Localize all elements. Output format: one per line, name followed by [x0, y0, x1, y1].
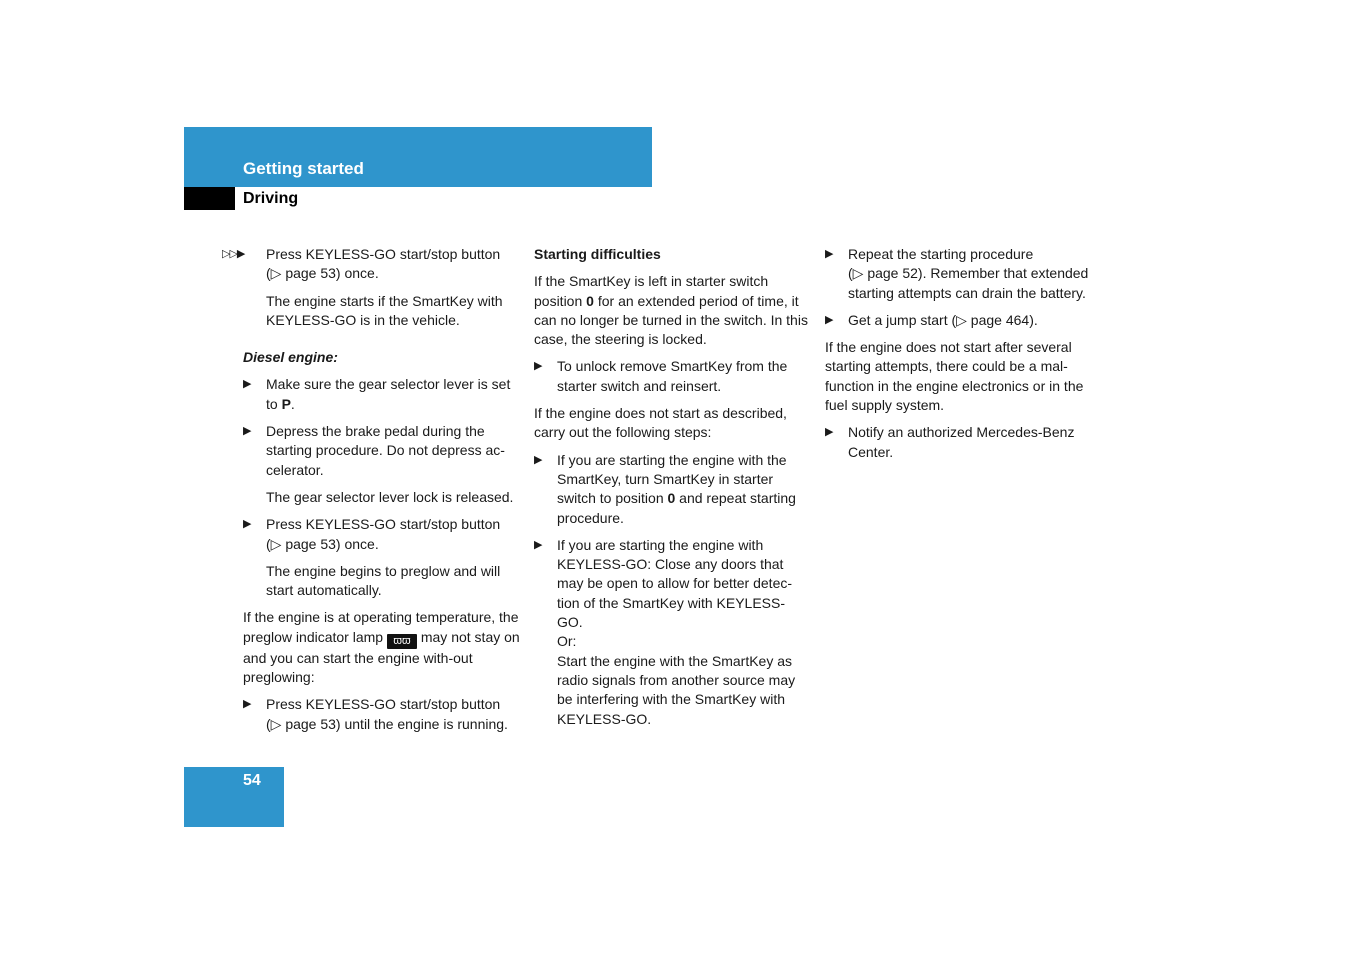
bullet-icon: ▶ — [243, 518, 252, 531]
page-number: 54 — [243, 772, 261, 789]
bullet-icon: ▶ — [825, 313, 834, 326]
step-text: Repeat the starting procedure — [848, 246, 1034, 262]
bullet-icon: ▶ — [534, 538, 543, 551]
column-3 — [825, 245, 1105, 462]
step-text: Depress the brake pedal during the starting procedure. Do not depress ac-celerator. — [266, 423, 505, 478]
list-item — [825, 311, 1105, 330]
step-text-alt: Start the engine with the SmartKey as radio signals from another source may be interfering with the SmartKey with KEYLESS-GO. — [557, 652, 796, 727]
result-text: The gear selector lever lock is released. — [266, 488, 514, 505]
list-item — [534, 357, 809, 396]
list-item — [825, 423, 1105, 462]
paragraph-text: If the engine is at operating temperature, the preglow indicator lamp — [243, 609, 519, 645]
step-or: Or: — [557, 633, 577, 650]
page-ref: (▷ page 52). Remember that extended starting attempts can drain the battery. — [848, 265, 1089, 301]
list-item — [222, 245, 523, 284]
diesel-heading: Diesel engine: — [243, 349, 338, 366]
bullet-icon: ▶ — [243, 378, 252, 391]
step-text-end: . — [290, 395, 295, 412]
list-item — [534, 536, 809, 729]
column-1 — [222, 245, 523, 734]
paragraph-text: If the SmartKey is left in starter switch position — [534, 273, 769, 309]
paragraph: If the engine does not start as described, carry out the following steps: — [534, 405, 787, 441]
step-text: Press KEYLESS-GO start/stop button — [266, 696, 501, 713]
position-zero: 0 — [586, 292, 594, 309]
bullet-icon: ▶ — [534, 360, 543, 373]
list-item — [243, 695, 523, 734]
paragraph — [534, 272, 809, 349]
position-zero: 0 — [667, 490, 676, 507]
bullet-icon: ▶ — [825, 426, 834, 439]
starting-difficulties-heading: Starting difficulties — [534, 246, 661, 262]
step-text: Notify an authorized Mercedes-Benz Center. — [848, 424, 1075, 460]
bullet-icon: ▶ — [243, 425, 252, 438]
paragraph-text-end: for an extended period of time, it can no longer be turned in the switch. In this case, the steering is locked. — [534, 292, 808, 348]
list-item — [825, 245, 1105, 303]
subsection-title: Driving — [243, 190, 299, 207]
page-number-box — [184, 767, 284, 827]
column-2 — [534, 245, 809, 729]
paragraph-text-end: may not stay on and you can start the engine with-out preglowing: — [243, 628, 520, 686]
step-text: Get a jump start (▷ page 464). — [848, 311, 1038, 328]
section-title: Getting started — [243, 159, 364, 178]
step-text: If you are starting the engine with the SmartKey, turn SmartKey in starter switch to position — [557, 451, 787, 507]
step-text: To unlock remove SmartKey from the starter switch and reinsert. — [557, 358, 788, 394]
bullet-icon: ▶ — [534, 453, 543, 466]
list-item — [243, 375, 523, 414]
result-text: The engine starts if the SmartKey with KEYLESS-GO is in the vehicle. — [266, 292, 503, 328]
page-ref: (▷ page 53) until the engine is running. — [266, 715, 508, 732]
bullet-icon: ▶ — [243, 698, 252, 711]
list-item — [243, 515, 523, 554]
page-ref: (▷ page 53) once. — [266, 535, 379, 552]
step-text: Make sure the gear selector lever is set to — [266, 376, 511, 412]
bullet-icon: ▶ — [825, 248, 834, 260]
preglow-lamp-icon: ϖϖ — [387, 634, 417, 649]
continued-bullet-icon: ▷▷▶ — [222, 248, 245, 260]
step-text-end: and repeat starting procedure. — [557, 490, 796, 526]
paragraph: If the engine does not start after several starting attempts, there could be a mal-function in the engine electronics or in the fuel supply system. — [825, 339, 1084, 414]
step-text: Press KEYLESS-GO start/stop button — [266, 516, 501, 533]
subsection-marker — [184, 187, 235, 210]
step-text: Press KEYLESS-GO start/stop button — [266, 246, 501, 262]
list-item — [243, 422, 523, 480]
result-text: The engine begins to preglow and will start automatically. — [266, 562, 501, 599]
list-item — [534, 451, 809, 528]
page-ref: (▷ page 53) once. — [266, 265, 379, 282]
step-text: If you are starting the engine with KEYLESS-GO: Close any doors that may be open to allow for better detec-tion of the SmartKey with KEYLESS-GO. — [557, 536, 793, 631]
gear-p: P — [281, 395, 291, 412]
paragraph — [243, 608, 523, 687]
